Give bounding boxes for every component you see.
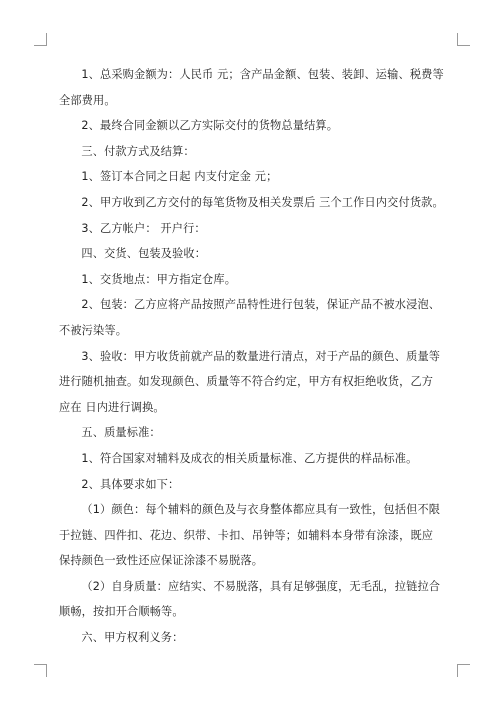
- crop-mark-top-right: [457, 33, 470, 46]
- paragraph-packaging: 2、包装：乙方应将产品按照产品特性进行包装，保证产品不被水浸泡、不被污染等。: [59, 298, 441, 337]
- section-heading-party-a-rights: 六、甲方权利义务：: [81, 631, 184, 645]
- crop-mark-top-left: [34, 33, 47, 46]
- paragraph-total-amount: 1、总采购金额为：人民币 元；含产品金额、包装、装卸、运输、税费等全部费用。: [59, 68, 444, 107]
- crop-mark-bottom-left: [34, 664, 47, 677]
- paragraph-delivery-location: 1、交货地点：甲方指定仓库。: [81, 272, 237, 286]
- section-heading-payment: 三、付款方式及结算：: [81, 144, 195, 158]
- section-heading-quality: 五、质量标准：: [81, 426, 161, 440]
- document-body: [59, 62, 444, 651]
- paragraph-color-requirement: （1）颜色：每个辅料的颜色及与衣身整体都应具有一致性，包括但不限于拉链、四件扣、花边、织带、卡扣、吊钟等；如辅料本身带有涂漆，既应保持颜色一致性还应保证涂漆不易脱落。: [59, 503, 441, 568]
- paragraph-deposit: 1、签订本合同之日起 内支付定金 元；: [81, 170, 278, 184]
- paragraph-specific-requirements: 2、具体要求如下：: [81, 477, 180, 491]
- section-heading-delivery: 四、交货、包装及验收：: [81, 247, 207, 261]
- paragraph-bank-account: 3、乙方帐户： 开户行：: [81, 221, 206, 235]
- crop-mark-bottom-right: [457, 664, 470, 677]
- paragraph-quality-standard: 1、符合国家对辅料及成衣的相关质量标准、乙方提供的样品标准。: [81, 451, 418, 465]
- paragraph-inspection: 3、验收：甲方收货前就产品的数量进行清点，对于产品的颜色、质量等进行随机抽查。如发现颜色、质量等不符合约定，甲方有权拒绝收货，乙方应在 日内进行调换。: [59, 349, 441, 414]
- paragraph-quality-requirement: （2）自身质量：应结实、不易脱落，具有足够强度，无毛乱，拉链拉合顺畅，按扣开合顺畅等。: [59, 579, 441, 619]
- paragraph-final-amount: 2、最终合同金额以乙方实际交付的货物总量结算。: [81, 119, 339, 133]
- paragraph-payment-terms: 2、甲方收到乙方交付的每笔货物及相关发票后 三个工作日内交付货款。: [81, 195, 444, 209]
